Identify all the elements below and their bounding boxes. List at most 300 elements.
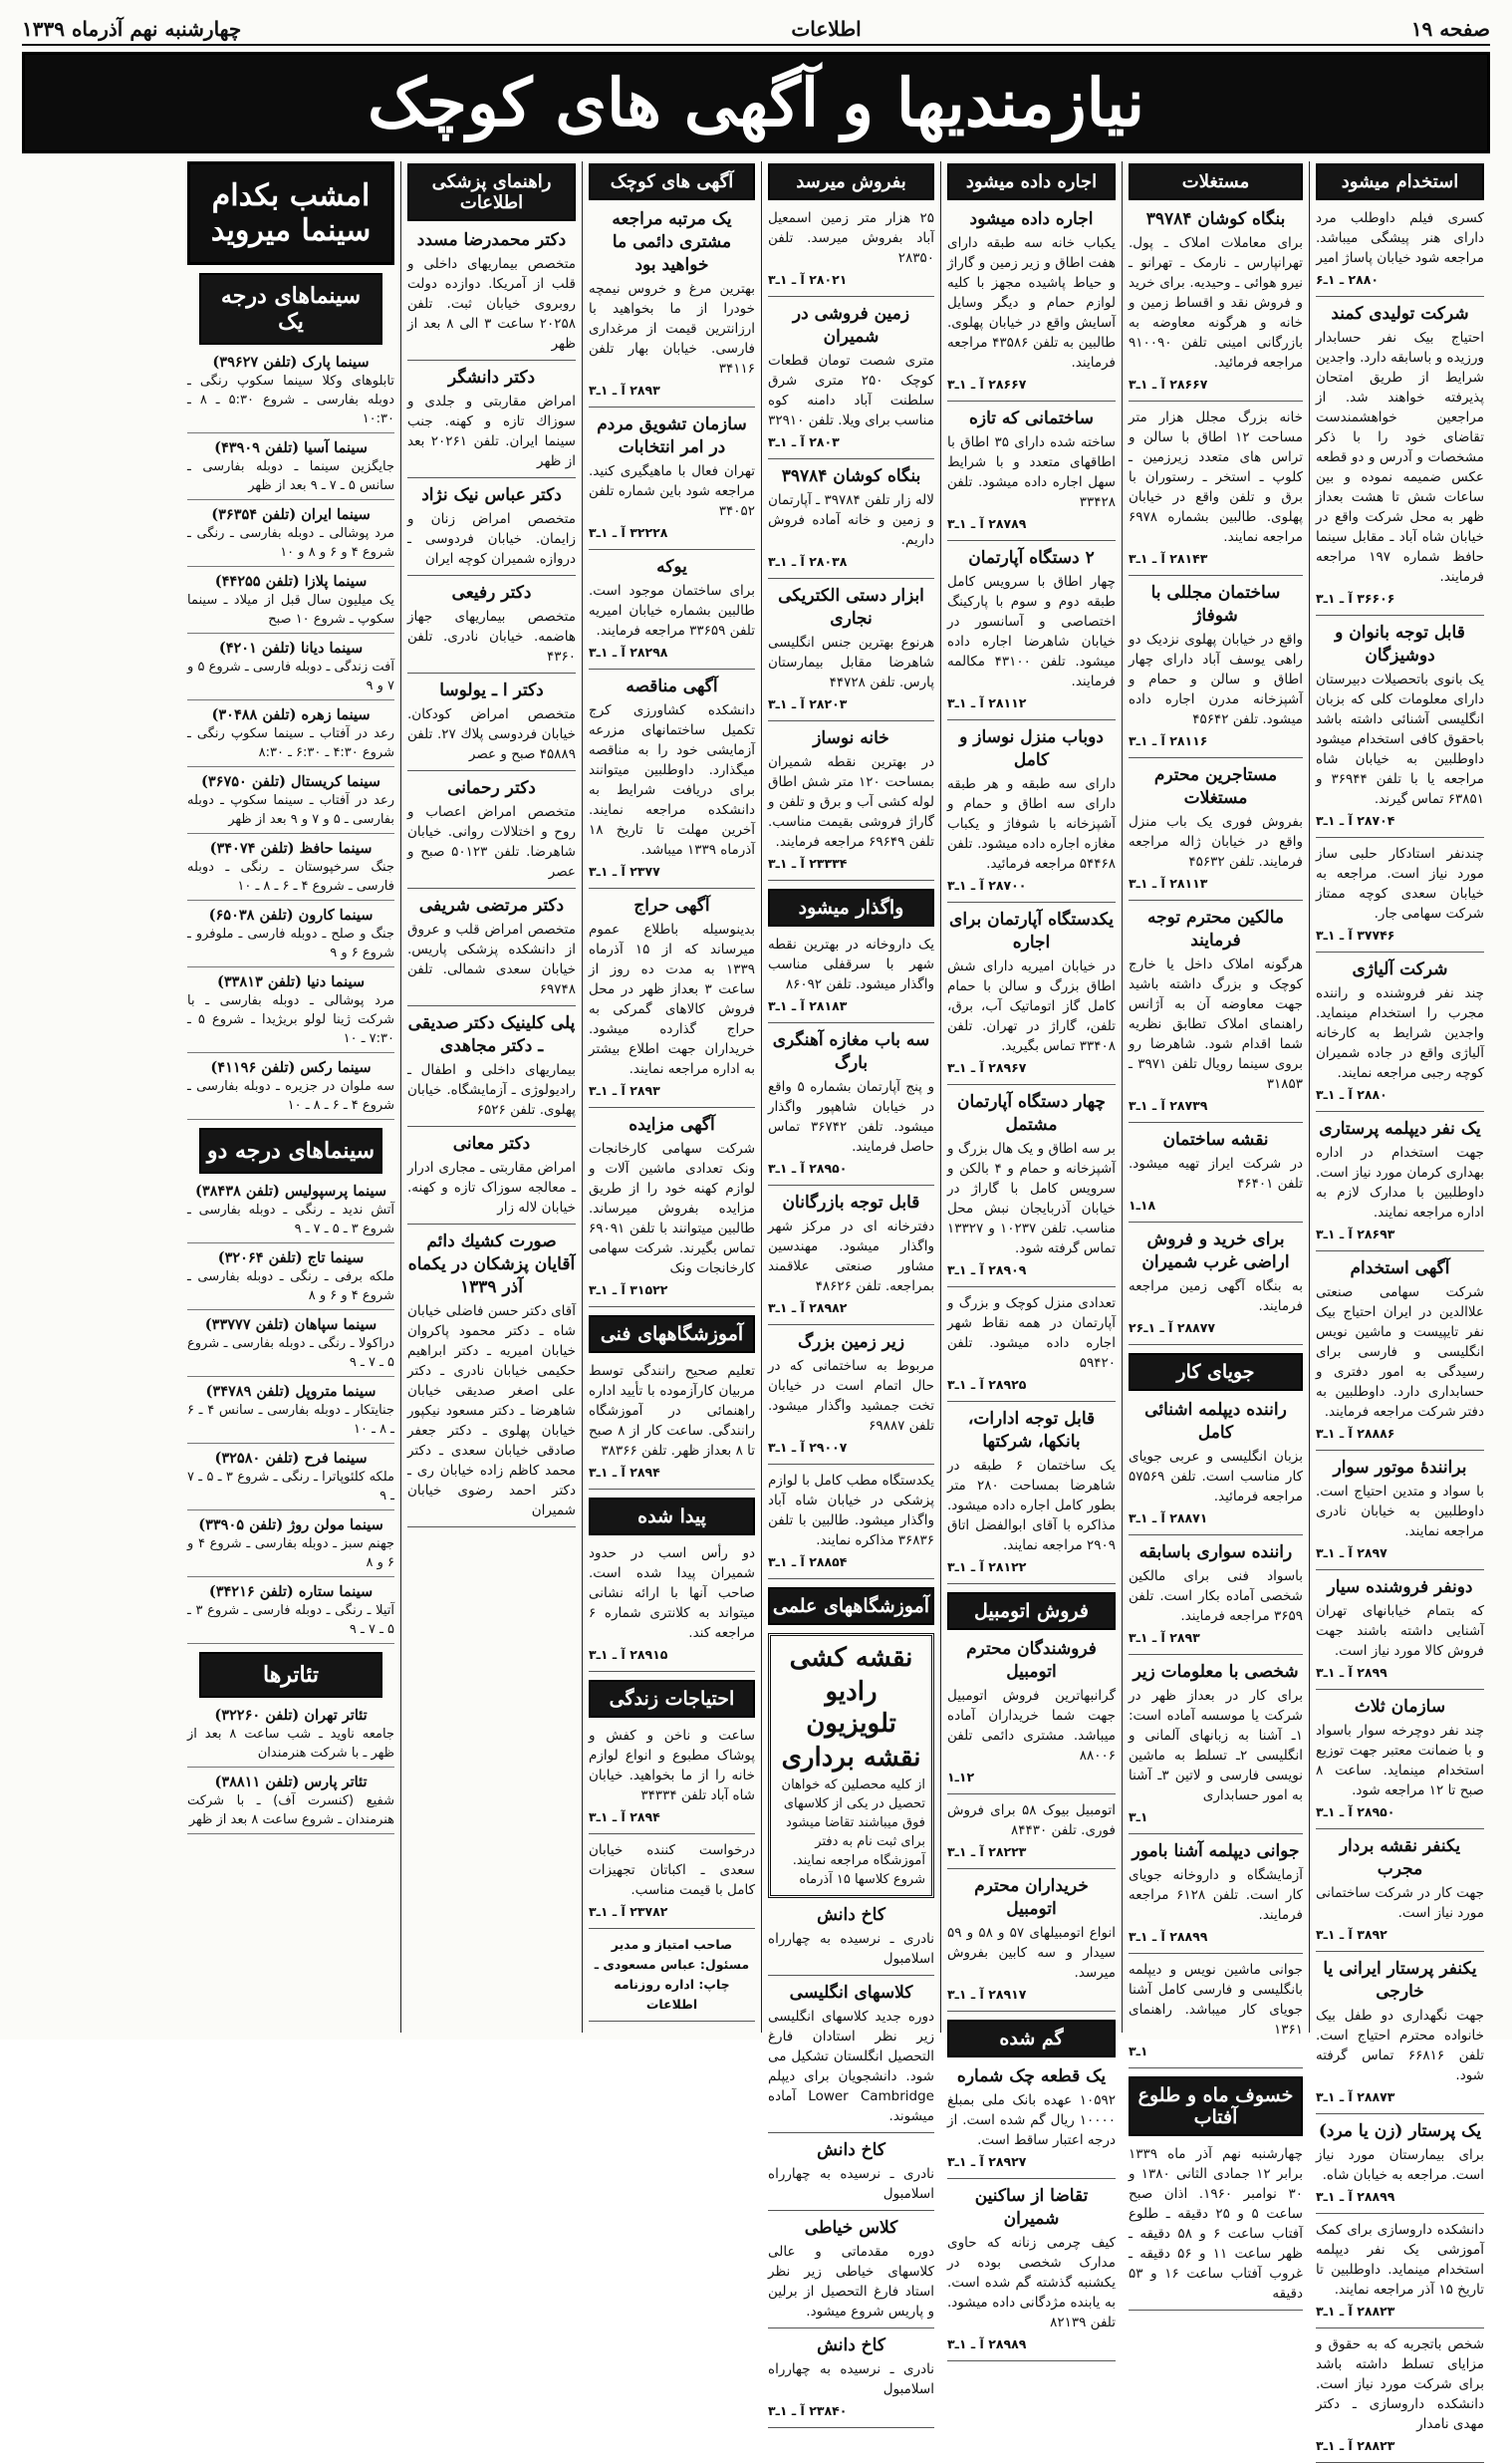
classified-ad bbox=[947, 726, 1116, 903]
cinema-name: سینما دیانا (تلفن ۴۲۰۱) bbox=[218, 640, 364, 657]
classified-ad bbox=[768, 1029, 934, 1186]
cinema-program: یک میلیون سال قبل از میلاد ـ سینما سکوپ ـ شروع ۱۰ صبح bbox=[187, 593, 394, 627]
ads-list bbox=[768, 208, 934, 881]
ad-code: ۲۸۷۰۴ آ ـ ۱ـ۳ bbox=[1316, 813, 1395, 828]
section-heading: سینماهای درجه یک bbox=[199, 273, 382, 345]
ad-code: ۲۸۱۱۲ آ ـ ۱ـ۳ bbox=[947, 695, 1027, 710]
ad-body: چند نفر دوچرخه سوار باسواد و با ضمانت معتبر جهت توزیع استخدام مینماید. ساعت ۸ صبح تا ۱۲ مراجعه شود. bbox=[1316, 1723, 1484, 1798]
ad-code: ۲۸۸۲۳ آ ـ ۱ـ۳ bbox=[1316, 2304, 1395, 2319]
ad-code: ۲۳۷۷ آ ـ ۱ـ۳ bbox=[589, 864, 660, 879]
cinema-program: شفیع (کنسرت آف) ـ با شرکت هنرمندان ـ شروع ساعت ۸ بعد از ظهر bbox=[187, 1793, 394, 1827]
ad-title: راننده دیپلمه اشنائی کامل bbox=[1144, 1400, 1287, 1443]
ad-code: ۲۸۹۲۵ آ ـ ۱ـ۳ bbox=[947, 1377, 1027, 1392]
ad-body: جهت کار در شرکت ساختمانی مورد نیاز است. bbox=[1316, 1885, 1484, 1921]
column-heading: استخدام میشود bbox=[1316, 163, 1484, 200]
classified-ad bbox=[768, 303, 934, 459]
classified-ad bbox=[768, 585, 934, 721]
section-heading: سینماهای درجه دو bbox=[199, 1128, 382, 1174]
boxed-line: نقشه کشی bbox=[789, 1643, 913, 1673]
cinema-program: ملکه کلئوپاترا ـ رنگی ـ شروع ۳ ـ ۵ ـ ۷ ـ ۹ bbox=[187, 1470, 395, 1504]
ad-code: ۲۸۹۳ آ ـ ۱ـ۳ bbox=[589, 1083, 660, 1098]
ad-code: ۲۸۶۶۷ آ ـ ۱ـ۳ bbox=[1129, 377, 1208, 392]
classified-ad bbox=[407, 1133, 576, 1225]
section-heading: آموزشگاههای علمی bbox=[768, 1587, 934, 1625]
classified-ad bbox=[1316, 2334, 1484, 2463]
ad-body: برای ساختمان موجود است. طالبین بشماره خیابان امیریه تلفن ۳۳۶۵۹ مراجعه فرمایند. bbox=[589, 583, 755, 639]
ad-body: بهترین مرغ و خروس نیمچه خودرا از ما بخواهید با ارزانترین قیمت از مرغداری فارسی. خیابان بهار تلفن ۳۴۱۱۶ bbox=[589, 281, 755, 377]
ads-list bbox=[1129, 208, 1303, 1345]
ad-code: ۲۸۹۸۹ آ ـ ۱ـ۳ bbox=[947, 2336, 1027, 2351]
cinema-listing bbox=[187, 1382, 394, 1444]
ad-title: کاخ دانش bbox=[817, 2140, 885, 2160]
section-heading: خسوف ماه و طلوع آفتاب bbox=[1129, 2076, 1303, 2136]
classified-ad bbox=[768, 465, 934, 579]
ad-code: ۲۸۹۶۷ آ ـ ۱ـ۳ bbox=[947, 1060, 1027, 1075]
ad-body: تعلیم صحیح رانندگی توسط مربیان کارآزموده با تأیید اداره راهنمائی در آموزشگاه رانندگی. ساعت کار از ۸ صبح تا ۸ بعداز ظهر. تلفن ۳۸۳۶۶ bbox=[589, 1363, 756, 1459]
cinema-listing bbox=[187, 1706, 394, 1768]
ad-code: ۲۸۱۱۳ آ ـ ۱ـ۳ bbox=[1129, 876, 1208, 891]
ad-title: کاخ دانش bbox=[817, 1905, 885, 1925]
ad-body: و پنج آپارتمان بشماره ۵ واقع در خیابان شاهپور واگذار میشود. تلفن ۳۶۷۴۲ تماس حاصل فرمایند. bbox=[768, 1079, 934, 1155]
classified-ad bbox=[589, 1840, 755, 1929]
classified-ad bbox=[768, 1904, 934, 1976]
classified-ad bbox=[1316, 303, 1484, 616]
ad-body: که بتمام خیابانهای تهران آشنایی داشته باشند جهت فروش کالا مورد نیاز است. bbox=[1316, 1603, 1484, 1659]
ad-code: ۲۸۲۰۳ آ ـ ۱ـ۳ bbox=[768, 696, 848, 711]
classified-ad bbox=[589, 556, 755, 670]
classified-ad bbox=[947, 1638, 1116, 1794]
ad-code: ۳۲۲۲۸ آ ـ ۱ـ۳ bbox=[589, 525, 668, 540]
boxed-ad bbox=[768, 1633, 934, 1898]
cinema-listing bbox=[187, 1315, 394, 1377]
ad-code: ۲۸۹۷ آ ـ ۱ـ۳ bbox=[1316, 1545, 1387, 1560]
cinema-program: رعد در آفتاب ـ سینما سکوپ ـ دوبله بفارسی ـ ۵ و ۷ و ۹ بعد از ظهر bbox=[187, 793, 394, 827]
classified-ad bbox=[589, 1726, 755, 1834]
ads-list bbox=[589, 208, 755, 1307]
ad-code: ۱۲ـ۱ bbox=[947, 1770, 975, 1784]
section-heading: واگذار میشود bbox=[768, 889, 934, 927]
ad-title: دکتر رحمانی bbox=[447, 778, 536, 798]
ad-title: آگهی مزایده bbox=[629, 1115, 715, 1135]
ad-body: آزمایشگاه و داروخانه جویای کار است. تلفن ۶۱۲۸ مراجعه فرمایند. bbox=[1129, 1867, 1303, 1923]
classified-ad bbox=[1129, 907, 1303, 1123]
ad-title: ابزار دستی الکتریکی نجاری bbox=[778, 586, 924, 629]
classified-ad bbox=[1316, 1696, 1484, 1829]
classified-ad bbox=[1316, 208, 1484, 297]
ad-body: به بنگاه آگهی زمین مراجعه فرمایند. bbox=[1129, 1278, 1303, 1314]
ad-code: ۲۸۱۸۳ آ ـ ۱ـ۳ bbox=[768, 998, 848, 1013]
column-heading: اجاره داده میشود bbox=[947, 163, 1116, 200]
ad-title: خانه نوساز bbox=[813, 728, 889, 748]
ad-code: ۲۸۹۰۹ آ ـ ۱ـ۳ bbox=[947, 1262, 1027, 1277]
ad-body: برای کار در بعداز ظهر در شرکت یا موسسه آماده است: ۱ـ آشنا به زبانهای آلمانی و انگلیسی ۲ـ تسلط به ماشین نویسی فارسی و لاتین ۳ـ آشنا به امور حسابداری bbox=[1129, 1688, 1304, 1803]
cinema-program: ملکه برفی ـ رنگی ـ دوبله بفارسی ـ شروع ۴ و ۶ و ۸ bbox=[187, 1269, 394, 1303]
classified-ad bbox=[1129, 1229, 1303, 1345]
classified-ad bbox=[768, 1471, 934, 1579]
classified-ad bbox=[407, 582, 576, 674]
column-medical-guide bbox=[400, 161, 582, 2033]
ad-body: برای بیمارستان مورد نیاز است. مراجعه به خیابان شاه. bbox=[1316, 2147, 1484, 2183]
cinema-program: جنایتکار ـ دوبله بفارسی ـ سانس ۴ ـ ۶ ـ ۸ ـ ۱۰ bbox=[187, 1403, 394, 1437]
ad-body: دانشکده داروسازی برای کمک آموزشی یک نفر دیپلمه استخدام مینماید. داوطلبین تا تاریخ ۱۵ آذر مراجعه نمایند. bbox=[1316, 2222, 1484, 2298]
cinema-listing bbox=[187, 1058, 394, 1120]
classified-ad bbox=[1316, 1835, 1484, 1952]
classifieds-banner: نیازمندیها و آگهی های کوچک bbox=[22, 52, 1490, 153]
ads-list bbox=[1316, 208, 1484, 2463]
cinema-list bbox=[187, 1182, 394, 1644]
ad-title: یک قطعه چک شماره bbox=[956, 2066, 1107, 2086]
classified-ad bbox=[589, 1361, 755, 1490]
ad-code: ۲۳۷۸۲ آ ـ ۱ـ۳ bbox=[589, 1904, 668, 1919]
classified-ad bbox=[947, 408, 1116, 541]
ad-body: امراض مقاربتی ـ مجاری ادرار ـ معالجه سوزاک تازه و کهنه. خیابان لاله زار bbox=[407, 1160, 576, 1216]
ad-title: شخصی با معلومات زیر bbox=[1133, 1662, 1299, 1682]
cinema-name: سینما مولن روژ (تلفن ۳۳۹۰۵) bbox=[198, 1516, 383, 1533]
ad-title: سازمان ثلاث bbox=[1354, 1697, 1446, 1717]
cinema-name: سینما پارک (تلفن ۳۹۶۲۷) bbox=[212, 354, 370, 371]
classified-ad bbox=[589, 1114, 755, 1307]
classified-ad bbox=[589, 676, 755, 889]
cinema-program: رعد در آفتاب ـ سینما سکوپ رنگی ـ شروع ۴:۳۰ ـ ۶:۳۰ ـ ۸:۳۰ bbox=[187, 726, 394, 760]
ad-code: ۲۸۸۷۷ آ ـ ۱ـ۲۶ bbox=[1129, 1320, 1215, 1335]
ad-body: تعدادی منزل کوچک و بزرگ و آپارتمان در همه نقاط شهر اجاره داده میشود. تلفن ۵۹۴۲۰ bbox=[947, 1295, 1116, 1371]
classified-ad bbox=[1316, 1958, 1484, 2114]
cinema-name: سینما ایران (تلفن ۳۶۳۵۴) bbox=[211, 506, 371, 523]
ad-body: کسری فیلم داوطلب مرد دارای هنر پیشگی میباشد. مراجعه شود خیابان پاساژ امیر bbox=[1316, 210, 1484, 266]
ad-code: ۲۳۳۳۴ آ ـ ۱ـ۳ bbox=[768, 856, 848, 871]
classified-ad bbox=[1316, 958, 1484, 1112]
ad-body: نادری ـ نرسیده به چهارراه اسلامبول bbox=[768, 2361, 934, 2397]
classified-ad bbox=[947, 208, 1116, 402]
classified-ad bbox=[407, 229, 576, 361]
ad-title: دوباب منزل نوساز و کامل bbox=[959, 727, 1104, 770]
boxed-body: از کلیه محصلین که خواهان تحصیل در یکی از کلاسهای فوق میباشند تقاضا میشود برای ثبت نام به دفتر آموزشگاه مراجعه نمایند. شروع کلاسها ۱۵ آذرماه bbox=[781, 1778, 925, 1887]
cinema-program: جنگ و صلح ـ دوبله فارسی ـ ملوفرو ـ شروع ۶ و ۹ bbox=[187, 927, 394, 960]
column-small-ads bbox=[582, 161, 761, 2033]
ad-body: جوانی ماشین نویس و دیپلمه بانگلیسی و فارسی کامل آشنا جویای کار میباشد. راهنمای ۱۳۶۱ bbox=[1129, 1962, 1303, 2038]
classified-ad bbox=[768, 1331, 934, 1465]
cinema-listing bbox=[187, 839, 394, 901]
classified-ad bbox=[589, 1543, 755, 1672]
ad-title: یک پرستار (زن یا مرد) bbox=[1318, 2121, 1482, 2141]
boxed-line: رادیو تلویزیون bbox=[806, 1677, 896, 1739]
cinema-program: جنگ سرخپوستان ـ رنگی ـ دوبله فارسی ـ شروع ۴ ـ ۶ ـ ۸ ـ ۱۰ bbox=[187, 860, 394, 894]
cinema-listing bbox=[187, 1449, 394, 1510]
ad-body: ۲۵ هزار متر زمین اسمعیل آباد بفروش میرسد. تلفن ۲۸۳۵۰ bbox=[768, 210, 934, 266]
cinema-program: آتش ندید ـ رنگی ـ دوبله بفارسی ـ شروع ۳ ـ ۵ ـ ۷ ـ ۹ bbox=[187, 1203, 394, 1236]
ad-body: متخصص امراض قلب و عروق از دانشکده پزشکی پاریس. خیابان سعدی شمالی. تلفن ۶۹۷۴۸ bbox=[407, 922, 576, 997]
ad-body: بیماریهای داخلی و اطفال ـ رادیولوژی ـ آزمایشگاه. خیابان پهلوی. تلفن ۶۵۲۶ bbox=[407, 1062, 576, 1118]
ad-title: شرکت تولیدی کمند bbox=[1331, 304, 1469, 324]
ad-body: چند نفر فروشنده و راننده مجرب را استخدام مینماید. واجدین شرایط به کارخانه آلیاژی واقع در جاده شمیران کوچه رجبی مراجعه نمایند. bbox=[1316, 985, 1484, 1081]
ad-title: یکنفر نقشه بردار مجرب bbox=[1339, 1836, 1461, 1879]
ad-code: ۲۸۶۶۷ آ ـ ۱ـ۳ bbox=[947, 377, 1027, 392]
ads-list bbox=[407, 229, 576, 1527]
cinema-column-heading: امشب بکدام سینما میروید bbox=[187, 161, 394, 265]
column-heading: آگهی های کوچک bbox=[589, 163, 755, 200]
classified-ad bbox=[1316, 1118, 1484, 1251]
cinema-name: سینما ستاره (تلفن ۳۴۲۱۶) bbox=[208, 1583, 374, 1600]
cinema-program: سه ملوان در جزیره ـ دوبله بفارسی ـ شروع ۴ ـ ۶ ـ ۸ ـ ۱۰ bbox=[187, 1079, 394, 1113]
ad-title: یک نفر دیپلمه پرستاری bbox=[1319, 1119, 1481, 1139]
ad-title: قابل توجه بانوان و دوشیزگان bbox=[1335, 623, 1465, 666]
cinema-name: سینما پرسپولیس (تلفن ۳۸۴۳۸) bbox=[194, 1183, 387, 1200]
ad-body: شرکت سهامی کارخانجات ونک تعدادی ماشین آلات و لوازم کهنه خود را از طریق مزایده بفروش میرساند. طالبین میتوانند با تلفن ۶۹۰۹۱ تماس بگیرند. شرکت سهامی کارخانجات ونک bbox=[589, 1141, 755, 1276]
cinema-name: تئاتر تهران (تلفن ۳۲۲۶۰) bbox=[214, 1707, 368, 1724]
cinema-name: سینما فرح (تلفن ۳۲۵۸۰) bbox=[214, 1450, 368, 1467]
cinema-name: سینما زهره (تلفن ۳۰۴۸۸) bbox=[211, 706, 371, 723]
boxed-line: نقشه برداری bbox=[781, 1743, 921, 1773]
cinema-program: جهنم سبز ـ دوبله بفارسی ـ شروع ۴ و ۶ و ۸ bbox=[187, 1536, 394, 1570]
classified-ad bbox=[947, 2065, 1116, 2179]
ad-title: زمین فروشی در شمیران bbox=[792, 304, 910, 347]
column-employment bbox=[1309, 161, 1490, 2453]
cinema-program: جامعه ناوید ـ شب ساعت ۸ بعد از ظهر ـ با شرکت هنرمندان bbox=[187, 1727, 394, 1761]
classified-ad bbox=[1129, 408, 1303, 576]
ad-title: دکتر معانی bbox=[452, 1134, 531, 1154]
classified-ad bbox=[768, 208, 934, 297]
cinema-program: جایگزین سینما ـ دوبله بفارسی ـ سانس ۵ ـ ۷ ـ ۹ بعد از ظهر bbox=[187, 459, 394, 493]
cinema-listing bbox=[187, 705, 394, 767]
ad-body: دوره مقدماتی و عالی کلاسهای خیاطی زیر نظر استاد فارغ التحصیل از برلین و پاریس شروع میشود. bbox=[768, 2244, 934, 2320]
cinema-listing bbox=[187, 972, 394, 1053]
classified-ad bbox=[947, 1800, 1116, 1869]
ad-body: جهت استخدام در اداره بهداری کرمان مورد نیاز است. داوطلبین با مدارک لازم به اداره مراجعه نمایند. bbox=[1316, 1145, 1484, 1221]
classified-ad bbox=[1129, 764, 1303, 901]
ad-body: دانشکده کشاورزی کرج تکمیل ساختمانهای مزرعه آزمایشی خود را به مناقصه میگذارد. داوطلبین میتوانند برای دریافت شرایط به دانشکده مراجعه نمایند. آخرین مهلت تا تاریخ ۱۸ آذرماه ۱۳۳۹ میباشد. bbox=[589, 702, 755, 858]
ad-title: قابل توجه بازرگانان bbox=[782, 1193, 920, 1213]
page-number: صفحه ۱۹ bbox=[1410, 17, 1490, 41]
cinema-program: آفت زندگی ـ دوبله فارسی ـ شروع ۵ و ۷ و ۹ bbox=[187, 660, 394, 693]
ad-code: ۳۷۷۴۶ آ ـ ۱ـ۳ bbox=[1316, 928, 1395, 943]
column-for-sale bbox=[761, 161, 940, 2418]
ads-list bbox=[1129, 1399, 1303, 2068]
classified-ad bbox=[589, 208, 755, 408]
ad-code: ۲۸۷۳۹ آ ـ ۱ـ۳ bbox=[1129, 1098, 1208, 1113]
cinema-name: سینما رکس (تلفن ۴۱۱۹۶) bbox=[210, 1059, 372, 1076]
ad-code: ۲۸۸۲۳ آ ـ ۱ـ۳ bbox=[1316, 2438, 1395, 2453]
ad-title: مالکین محترم توجه فرمایند bbox=[1146, 908, 1284, 951]
ad-title: راننده سواری باسابقه bbox=[1138, 1542, 1293, 1562]
column-heading: راهنمای پزشکی اطلاعات bbox=[407, 163, 576, 221]
ad-code: ۲۸۶۹۳ آ ـ ۱ـ۳ bbox=[1316, 1227, 1395, 1241]
ad-body: دارای سه طبقه و هر طبقه دارای سه اطاق و حمام و آشپزخانه با شوفاژ و یکباب مغازه اجاره داده میشود. تلفن ۵۴۴۶۸ مراجعه فرمائید. bbox=[947, 776, 1116, 872]
cinema-name: سینما دنیا (تلفن ۳۳۸۱۳) bbox=[216, 973, 366, 990]
ad-title: زیر زمین بزرگ bbox=[797, 1332, 905, 1352]
classified-ad bbox=[768, 2334, 934, 2428]
ad-title: جوانی دیپلمه آشنا بامور bbox=[1132, 1841, 1300, 1861]
ad-body: لاله زار تلفن ۳۹۷۸۴ ـ آپارتمان و زمین و خانه آماده فروش داریم. bbox=[768, 492, 934, 548]
section-heading: احتیاجات زندگی bbox=[589, 1680, 755, 1718]
publisher-footer: صاحب امتیاز و مدیر مسئول: عباس مسعودی ـ چاپ: اداره روزنامه اطلاعات bbox=[589, 1935, 755, 2022]
ad-code: ۲۸۰۳ آ ـ ۱ـ۳ bbox=[768, 434, 840, 449]
ad-code: ۲۸۸۰ ـ ۱ـ۶ bbox=[1316, 272, 1380, 287]
ad-body: کیف چرمی زنانه که حاوی مدارک شخصی بوده در یکشنبه گذشته گم شده است. به یابنده مژدگانی داده میشود. تلفن ۸۲۱۳۹ bbox=[947, 2235, 1116, 2330]
ad-title: آگهی حراج bbox=[633, 896, 710, 916]
ad-code: ۲۸۹۱۵ آ ـ ۱ـ۳ bbox=[589, 1647, 668, 1662]
ad-title: یکدستگاه آپارتمان برای اجاره bbox=[949, 910, 1114, 953]
classified-ad bbox=[1316, 2120, 1484, 2214]
cinema-listing bbox=[187, 1515, 394, 1577]
ad-title: کاخ دانش bbox=[817, 2335, 885, 2355]
ad-code: ۲۸۸۹۹ آ ـ ۱ـ۳ bbox=[1129, 1929, 1208, 1944]
ad-body: متری شصت تومان قطعات کوچک ۲۵۰ متری شرق سلطنت آباد دامنه کوه مناسب برای ویلا. تلفن ۳۲۹۱۰ bbox=[768, 353, 935, 428]
paper-name: اطلاعات bbox=[791, 17, 862, 41]
ad-title: دکتر ا ـ یولوسا bbox=[439, 681, 544, 700]
cinema-listing bbox=[187, 1773, 394, 1834]
ad-title: سه باب مغازه آهنگری بارگ bbox=[772, 1030, 930, 1073]
ad-body: درخواست کننده خیابان سعدی ـ اکباتان تجهیزات کامل با قیمت مناسب. bbox=[589, 1842, 755, 1898]
cinema-list bbox=[187, 353, 394, 1120]
ad-body: جهت نگهداری دو طفل بیک خانواده محترم احتیاج است. تلفن ۶۶۸۱۶ تماس گرفته شود. bbox=[1316, 2008, 1484, 2083]
classified-ad bbox=[1316, 1257, 1484, 1451]
ad-code: ۲۸۹۲۷ آ ـ ۱ـ۳ bbox=[947, 2154, 1027, 2169]
classified-ad bbox=[407, 1231, 576, 1527]
ad-code: ۲۸۹۵۰ آ ـ ۱ـ۳ bbox=[768, 1161, 848, 1176]
classified-ad bbox=[407, 484, 576, 576]
classified-ad bbox=[1129, 1399, 1303, 1535]
classified-ad bbox=[1316, 1576, 1484, 1690]
ad-body: خانه بزرگ مجلل هزار متر مساحت ۱۲ اطاق با سالن و تراس های متعدد زیرزمین ـ کلوپ ـ استخر ـ رستوران با برق و تلفن واقع در خیابان پهلوی. طالبین بشماره ۶۹۷۸ مراجعه نمایند. bbox=[1129, 410, 1304, 545]
cinema-listing bbox=[187, 772, 394, 834]
ad-title: تقاضا از ساکنین شمیران bbox=[974, 2186, 1089, 2229]
ads-list bbox=[947, 2065, 1116, 2361]
classified-ad bbox=[1316, 622, 1484, 838]
classified-ad bbox=[1129, 1129, 1303, 1223]
cinema-program: تابلوهای وکلا سینما سکوپ رنگی ـ دوبله بفارسی ـ شروع ۵:۳۰ ـ ۸ ـ ۱۰:۳۰ bbox=[187, 374, 394, 426]
ad-body: ساخته شده دارای ۳۵ اطاق با اطاقهای متعدد و با شرایط سهل اجاره داده میشود. تلفن ۳۳۴۲۸ bbox=[947, 434, 1116, 510]
ad-body: چهار اطاق با سرویس کامل طبقه دوم و سوم با پارکینگ اختصاصی و آسانسور در خیابان شاهرضا اجاره داده میشود. تلفن ۴۳۱۰۰ مکالمه فرمایند. bbox=[947, 574, 1116, 689]
ad-code: ۲۸۹۳ آ ـ ۱ـ۳ bbox=[1129, 1630, 1200, 1645]
cinema-listing bbox=[187, 438, 394, 500]
ad-code: ۲۸۹۴ آ ـ ۱ـ۳ bbox=[589, 1465, 660, 1480]
ad-code: ۱۸ـ۱ bbox=[1129, 1198, 1156, 1213]
cinema-listing bbox=[187, 639, 394, 700]
ad-title: دکتر رفیعی bbox=[451, 583, 532, 603]
classified-ad bbox=[1316, 1457, 1484, 1570]
ad-title: مستاجرین محترم مستغلات bbox=[1153, 765, 1278, 808]
classified-ad bbox=[947, 1293, 1116, 1402]
section-heading: آموزشگاههای فنی bbox=[589, 1315, 755, 1353]
ad-code: ۲۸۹۳ آ ـ ۱ـ۳ bbox=[589, 383, 660, 398]
ad-title: یوکه bbox=[656, 557, 687, 577]
ad-title: دکتر مرتضی شریفی bbox=[418, 896, 565, 916]
ad-body: انواع اتومبیلهای ۵۷ و ۵۸ و ۵۹ سیدار و سه کابین بفروش میرسد. bbox=[947, 1925, 1116, 1981]
ad-code: ۳۱۵۲۲ آ ـ ۱ـ۳ bbox=[589, 1282, 668, 1297]
issue-date: چهارشنبه نهم آذرماه ۱۳۳۹ bbox=[22, 17, 242, 41]
ad-title: کلاسهای انگلیسی bbox=[789, 1983, 913, 2003]
ad-code: ۲۸۸۵۴ آ ـ ۱ـ۳ bbox=[768, 1554, 848, 1569]
ad-title: بنگاه کوشان ۳۹۷۸۴ bbox=[1145, 209, 1286, 229]
classified-ad bbox=[768, 2139, 934, 2211]
ad-body: احتیاج بیک نفر حسابدار ورزیده و باسابقه دارد. واجدین شرایط از طریق امتحان پذیرفته خواهند شد. از مراجعین خواهشمندست تقاضای خود را با ذکر مشخصات و آدرس و دو قطعه عکس ضمیمه نموده و بین ساعات شش تا هشت بعداز ظهر به محل شرکت واقع در خیابان شاه آباد ـ مقابل سینما حافظ شماره ۱۹۷ مراجعه فرمایند. bbox=[1316, 330, 1484, 585]
cinema-listing bbox=[187, 353, 394, 433]
ad-body: چندنفر استادکار حلبی ساز مورد نیاز است. مراجعه به خیابان سعدی کوچه ممتاز شرکت سهامی جار. bbox=[1316, 846, 1484, 922]
ad-title: دکتر محمدرضا مسدد bbox=[416, 230, 567, 250]
ad-code: ۲۸۸۷۱ آ ـ ۱ـ۳ bbox=[1129, 1510, 1208, 1525]
classified-ad bbox=[768, 727, 934, 881]
ads-list bbox=[947, 1638, 1116, 2012]
ad-title: بنگاه کوشان ۳۹۷۸۴ bbox=[781, 466, 921, 486]
section-heading: گم شده bbox=[947, 2020, 1116, 2057]
section-heading: پیدا شده bbox=[589, 1498, 755, 1535]
ad-code: ۲۸۸۰ آ ـ ۱ـ۳ bbox=[1316, 1087, 1387, 1102]
ad-title: اجاره داده میشود bbox=[969, 209, 1094, 229]
ad-body: یک ساختمان ۶ طبقه در شاهرضا بمساحت ۲۸۰ متر بطور کامل اجاره داده میشود. مذاکره با آقای ابوالفضل اتاق ۲۹۰۹ مراجعه نمایند. bbox=[947, 1458, 1116, 1553]
classified-ad bbox=[768, 1192, 934, 1325]
ad-body: دوره جدید کلاسهای انگلیسی زیر نظر استادان فارغ التحصیل انگلستان تشکیل می شود. دانشجویان برای دیپلم Lower Cambridge آماده میشوند. bbox=[768, 2009, 934, 2124]
ad-code: ۲۸۰۲۱ آ ـ ۱ـ۳ bbox=[768, 272, 848, 287]
ad-title: آگهی مناقصه bbox=[626, 677, 718, 696]
classified-ad bbox=[768, 1982, 934, 2133]
column-heading: مستغلات bbox=[1129, 163, 1303, 200]
ad-body: شخص باتجربه که به حقوق و مزایای تسلط داشته باشد برای شرکت مورد نیاز است. دانشکده داروسازی ـ دکتر مهدی نامدار bbox=[1316, 2336, 1484, 2432]
classified-ad bbox=[407, 895, 576, 1006]
classified-ad bbox=[947, 1875, 1116, 2012]
ad-code: ۲۸۷۰۰ آ ـ ۱ـ۳ bbox=[947, 878, 1027, 893]
ad-code: ۳۸۹۲ آ ـ ۱ـ۳ bbox=[1316, 1927, 1387, 1942]
ad-title: سازمان تشویق مردم در امر انتخابات bbox=[597, 414, 747, 457]
ad-body: متخصص امراض کودکان. خیابان فردوسی پلاك ۲۷. تلفن ۴۵۸۸۹ صبح و عصر bbox=[407, 706, 576, 762]
ad-code: ۲۸۸۹۹ آ ـ ۱ـ۳ bbox=[1316, 2189, 1395, 2204]
cinema-program: دراکولا ـ رنگی ـ دوبله بفارسی ـ شروع ۵ ـ ۷ ـ ۹ bbox=[187, 1336, 394, 1370]
ads-list bbox=[768, 935, 934, 1579]
classified-ad bbox=[1129, 1840, 1303, 1954]
ad-title: ۲ دستگاه آپارتمان bbox=[968, 548, 1095, 568]
ad-code: ۲۸۸۸۶ آ ـ ۱ـ۳ bbox=[1316, 1426, 1395, 1441]
classified-ad bbox=[1129, 582, 1303, 758]
ad-code: ۳۶۶۰۶ آ ـ ۱ـ۳ bbox=[1316, 591, 1395, 606]
ad-body: با سواد و متدین احتیاج است. داوطلبین به خیابان نادری مراجعه نمایند. bbox=[1316, 1484, 1484, 1539]
cinema-name: سینما سپاهان (تلفن ۳۳۷۷۷) bbox=[204, 1316, 378, 1333]
classified-ad bbox=[1129, 1661, 1303, 1834]
ad-code: ۲۸۹۹ آ ـ ۱ـ۳ bbox=[1316, 1665, 1387, 1680]
ad-code: ۲۸۱۱۶ آ ـ ۱ـ۳ bbox=[1129, 733, 1208, 748]
cinema-listing bbox=[187, 505, 394, 567]
ad-body: در بهترین نقطه شمیران بمساحت ۱۲۰ متر شش اطاق لوله کشی آب و برق و تلفن و گاراژ فروشی بقیمت مناسب. تلفن ۶۹۶۴۹ مراجعه فرمایند. bbox=[768, 754, 934, 850]
classified-ad bbox=[947, 547, 1116, 720]
ad-code: ۲۸۱۴۳ آ ـ ۱ـ۳ bbox=[1129, 551, 1208, 566]
ads-list bbox=[768, 1904, 934, 2428]
ad-body: ساعت و ناخن و کفش و پوشاک مطبوع و انواع لوازم خانه را از ما بخواهید. خیابان شاه آباد تلفن ۳۴۳۳۴ bbox=[589, 1728, 755, 1803]
cinema-listing bbox=[187, 1248, 394, 1310]
ad-body: مربوط به ساختمانی که در حال اتمام است در خیابان تخت جمشید واگذار میشود. تلفن ۶۹۸۸۷ bbox=[768, 1358, 934, 1434]
ad-code: ۲۸۹۸۲ آ ـ ۱ـ۳ bbox=[768, 1300, 848, 1315]
classified-ad bbox=[589, 413, 755, 550]
ad-title: ساختمانی که تازه bbox=[968, 409, 1095, 428]
ad-title: قابل توجه ادارات، بانکها، شرکتها bbox=[967, 1409, 1096, 1452]
cinema-listing bbox=[187, 1582, 394, 1644]
ad-title: پلی کلینیک دکتر صدیقی ـ دکتر مجاهدی bbox=[407, 1013, 576, 1056]
ad-body: هرنوع بهترین جنس انگلیسی شاهرضا مقابل بیمارستان پارس. تلفن ۴۴۷۲۸ bbox=[768, 635, 934, 690]
ad-code: ۱ـ۳ bbox=[1129, 2044, 1148, 2058]
ad-body: متخصص امراض اعصاب و روح و اختلالات روانی. خیابان شاهرضا. تلفن ۵۰۱۲۳ صبح و عصر bbox=[407, 804, 576, 880]
classified-ad bbox=[1129, 208, 1303, 402]
section-heading: تئاترها bbox=[199, 1652, 382, 1698]
ad-title: خریداران محترم اتومبیل bbox=[974, 1876, 1089, 1919]
classified-ad bbox=[768, 2217, 934, 2328]
ad-body: یکدستگاه مطب کامل با لوازم پزشکی در خیابان شاه آباد واگذار میشود. طالبین با تلفن ۳۶۸۳۶ مذاکره نمایند. bbox=[768, 1473, 934, 1548]
ad-body: نادری ـ نرسیده به چهارراه اسلامبول bbox=[768, 2166, 934, 2202]
ad-body: گرانبهاترین فروش اتومبیل جهت شما خریداران آماده میباشد. مشتری دائمی تلفن ۸۸۰۰۶ bbox=[947, 1688, 1116, 1764]
columns bbox=[22, 161, 1490, 2453]
ad-code: ۲۳۸۴۰ آ ـ ۱ـ۳ bbox=[768, 2403, 848, 2418]
ad-title: دکتر عباس نیک نژاد bbox=[421, 485, 562, 505]
classified-ad bbox=[768, 935, 934, 1023]
ad-body: دفترخانه ای در مرکز شهر واگذار میشود. مهندسین مشاور صنعتی علاقمند بمراجعه. تلفن ۴۸۶۲۶ bbox=[768, 1219, 934, 1294]
page-header bbox=[22, 14, 1490, 46]
ad-body: در شرکت ایراز تهیه میشود. تلفن ۴۶۴۰۱ bbox=[1129, 1156, 1303, 1192]
